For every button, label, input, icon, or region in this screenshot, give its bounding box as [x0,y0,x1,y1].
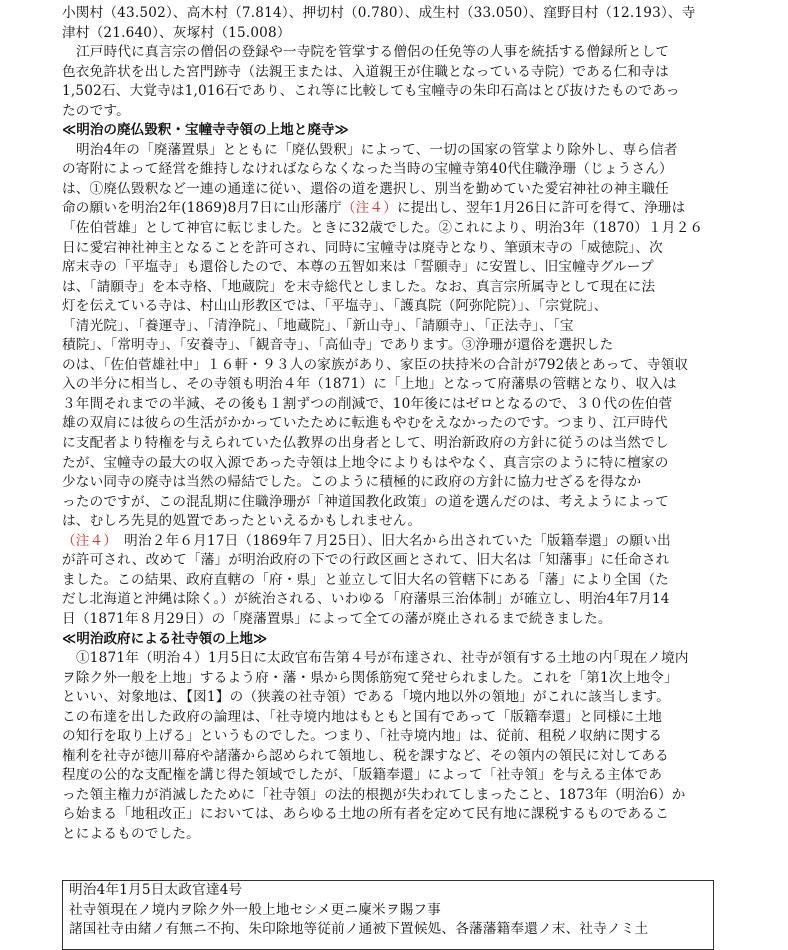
text-segment: 明治２年６月17日（1869年７月25日）、旧大名から出されていた「版籍奉還」の願い出 [110,532,671,549]
text-line: は、①廃仏毀釈など一連の通達に従い、還俗の道を選択し、別当を勤めていた愛宕神社の神主職任 [62,180,669,197]
text-line: の寄附によって経営を維持しなければならなくなった当時の宝幢寺第40代住職浄珊（じょうさん） [62,161,673,178]
text-line: たが、宝幢寺の最大の収入源であった寺領は上地令によりもはやなく、真言宗のように特に檀家の [62,454,669,471]
decree-box [62,880,714,950]
text-line: 入の半分に相当し、その寺領も明治４年（1871）に「上地」となって府藩県の管轄となり、収入は [62,376,677,393]
text-line: 程度の公的な支配権を講じ得た領域でしたが、「版籍奉還」によって「社寺領」を与える主体であ [62,767,663,784]
text-line: った領主権力が消滅したために「社寺領」の法的根拠が失われてしまったこと、1873年（明治6）か [62,786,686,803]
footnote-line: が許可され、改めて「藩」が明治政府の下での行政区画とされて、旧大名は「知藩事」に任命され [62,552,670,569]
text-line: ら始まる「地租改正」においては、あらゆる土地の所有者を定めて民有地に課税するものであるこ [62,806,669,823]
text-segment: 命の願いを明治2年(1869)8月7日に山形藩庁 [62,200,342,217]
text-line: は、むしろ先見的処置であったといえるかもしれません。 [62,513,422,530]
text-line: 1,502石、大覚寺は1,016石であり、これ等に比較しても宝幢寺の朱印石高はとび抜けたものであっ [62,83,680,100]
text-line: ３年間それまでの半減、その後も１割ずつの削減で、10年後にはゼロとなるので、３０代の佐伯菅 [62,395,673,412]
text-line: のは、「佐伯菅雄社中」１６軒・９３人の家族があり、家臣の扶持米の合計が792俵とあって、寺領収 [62,356,689,373]
note-reference: （注４） [341,200,398,217]
text-line: 明治4年の「廃藩置県」とともに「廃仏毀釈」によって、一切の国家の管掌より除外し、専ら信者 [76,141,678,158]
text-line: 「清光院」、「養運寺」、「清浄院」、「地蔵院」、「新山寺」、「請願寺」、「正法寺」、「宝 [62,317,574,334]
text-line: といい、対象地は、【図1】の（狭義の社寺領）である「境内地以外の領地」がこれに該当します。 [62,689,670,706]
section-heading: ≪明治の廃仏毀釈・宝幢寺寺領の上地と廃寺≫ [62,122,349,139]
text-line: ったのですが、この混乱期に住職浄珊が「神道国教化政策」の道を選んだのは、考えようによって [62,493,669,510]
text-line: 権利を社寺が徳川幕府や諸藩から認められて領地し、税を課すなど、その領内の領民に対してある [62,747,669,764]
text-line: ヲ除ク外一般を上地」するよう府・藩・県から関係筋宛て発せられました。これを「第1次上地令」 [62,669,678,686]
text-line: は、「請願寺」を本寺格、「地蔵院」を末寺総代としました。なお、真言宗所属寺として現在に法 [62,278,656,295]
decree-line: 諸国社寺由緒ノ有無ニ不拘、朱印除地等従前ノ通被下置候処、各藩藩籍奉還ノ末、社寺ノミ土 [69,921,649,937]
text-line: の知行を取り上げる」というものでした。つまり、「社寺境内地」は、従前、租税ノ収納に関する [62,728,663,745]
text-line: 日に愛宕神社神主となることを許可され、同時に宝幢寺は廃寺となり、筆頭末寺の「威徳院」、次 [62,239,663,256]
text-line: 灯を伝えている寺は、村山山形教区では、「平塩寺」、「護真院（阿弥陀院）」、「宗覚院」、 [62,298,608,315]
footnote-label: （注４） [62,532,111,549]
text-line: 席末寺の「平塩寺」も還俗したので、本尊の五智如来は「誓願寺」に安置し、旧宝幢寺グループ [62,259,654,276]
footnote-line: ました。この結果、政府直轄の「府・県」と並立して旧大名の管轄下にある「藩」により全国（た [62,571,669,588]
text-line: ①1871年（明治４）1月5日に太政官布告第４号が布達され、社寺が領有する土地の内｢現在ノ境内 [76,650,689,667]
text-line: 津村（21.640）、灰塚村（15.008） [62,24,291,41]
text-line: 積院」、「常明寺」、「安養寺」、「観音寺」、「高仙寺」であります。③浄珊が還俗を選択した [62,337,614,354]
text-line: に支配者より特権を与えられていた仏教界の出身者として、明治新政府の方針に従うのは当然でし [62,435,669,452]
text-line: 雄の双肩には彼らの生活がかかっていたために転進もやむをえなかったのです。つまり、江戸時代 [62,415,668,432]
decree-line: 社寺領現在ノ境内ヲ除ク外一般上地セシメ更ニ廩米ヲ賜フ事 [69,901,442,918]
text-line: 「佐伯菅雄」として神官に転じました。ときに32歳でした。②これにより、明治3年（1870）１月２６ [62,220,704,237]
document-body [62,4,726,845]
footnote-line: だし北海道と沖縄は除く。）が統治される、いわゆる「府藩県三治体制」が確立し、明治4年7月14 [62,591,670,608]
decree-title: 明治4年1月5日太政官達4号 [69,882,243,898]
text-line: とによるものでした。 [62,825,200,842]
text-line: 少ない同寺の廃寺は当然の帰結でした。このように積極的に政府の方針に協力せざるを得なか [62,474,642,491]
footnote-line [62,532,726,552]
text-line: 小関村（43.502）、高木村（7.814）、押切村（0.780）、成生村（33.050）、窪野目村（12.193）、寺 [62,5,696,21]
text-segment: に提出し、翌年1月26日に許可を得て、浄珊は [397,200,686,217]
text-line: 色衣免許状を出した宮門跡寺（法親王または、入道親王が住職となっている寺院）である仁和寺は [62,63,669,80]
footnote-line: 日（1871年８月29日）の「廃藩置県」によって全ての藩が廃止されるまで続きました。 [62,610,612,627]
text-line: たのです。 [62,102,130,119]
text-line [62,199,726,219]
section-heading: ≪明治政府による社寺領の上地≫ [62,630,268,647]
text-line: 江戸時代に真言宗の僧侶の登録や一寺院を管掌する僧侶の任免等の人事を統括する僧録所として [76,44,670,61]
text-line: この布達を出した政府の論理は、「社寺境内地はもともと国有であって「版籍奉還」と同様に土地 [62,708,662,725]
